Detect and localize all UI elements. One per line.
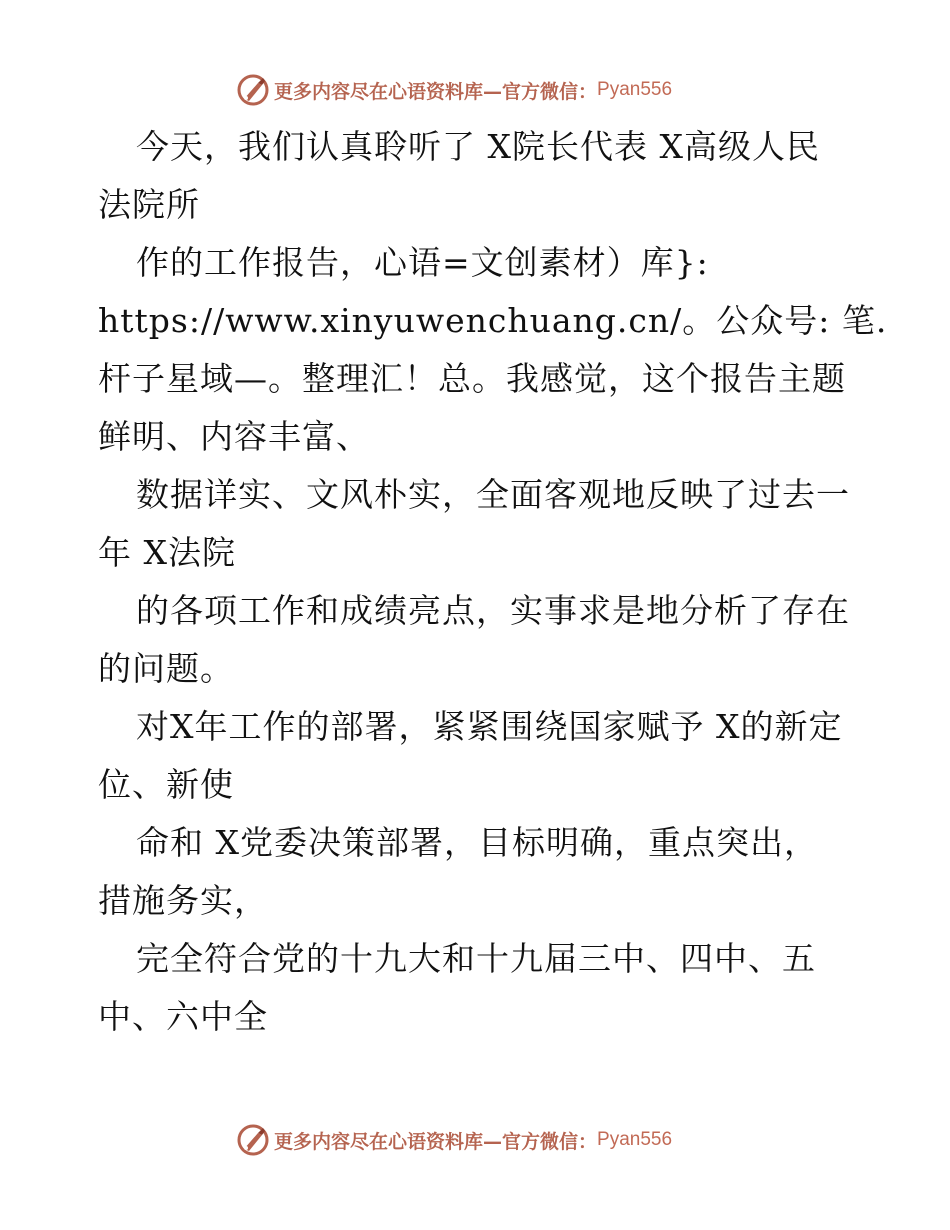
pen-logo-icon (236, 73, 270, 107)
pen-logo-icon (236, 1123, 270, 1157)
text-line: 作的工作报告，心语=文创素材）库}: (136, 243, 709, 282)
text-line: 中、六中全 (98, 997, 268, 1036)
text-line: 位、新使 (98, 765, 234, 804)
text-line: 措施务实， (98, 881, 268, 920)
watermark-text: 更多内容尽在心语资料库—官方微信： (274, 1130, 598, 1153)
text-line: 的问题。 (98, 649, 234, 688)
text-line: https://www.xinyuwenchuang.cn/。公众号: 笔. (98, 301, 888, 340)
text-line: 完全符合党的十九大和十九届三中、四中、五 (136, 939, 816, 978)
watermark-wechat-id: Pyan556 (597, 1129, 673, 1150)
watermark-wechat-id: Pyan556 (597, 79, 673, 100)
text-line: 对X年工作的部署，紧紧围绕国家赋予 X的新定 (136, 707, 843, 746)
text-line: 命和 X党委决策部署，目标明确，重点突出， (136, 823, 818, 862)
text-line: 鲜明、内容丰富、 (98, 417, 370, 456)
watermark-text: 更多内容尽在心语资料库—官方微信： (274, 80, 598, 103)
text-line: 数据详实、文风朴实，全面客观地反映了过去一 (136, 475, 850, 514)
text-line: 法院所 (98, 185, 200, 224)
text-line: 杆子星域—。整理汇！总。我感觉，这个报告主题 (98, 359, 846, 398)
text-line: 的各项工作和成绩亮点，实事求是地分析了存在 (136, 591, 850, 630)
header-watermark (236, 72, 672, 108)
body-text (98, 118, 888, 1046)
text-line: 今天，我们认真聆听了 X院长代表 X高级人民 (136, 127, 820, 166)
footer-watermark (236, 1122, 672, 1158)
text-line: 年 X法院 (98, 533, 236, 572)
